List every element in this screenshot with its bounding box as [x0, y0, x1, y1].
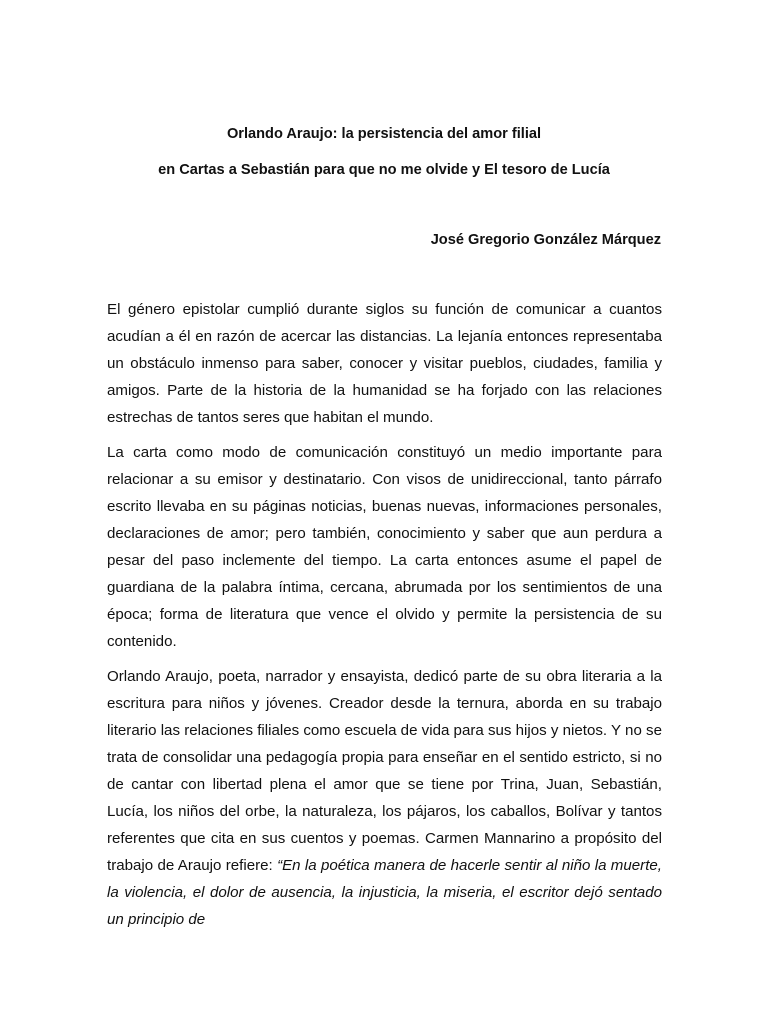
document-title-line-2: en Cartas a Sebastián para que no me olvide y El tesoro de Lucía — [158, 162, 610, 178]
document-body — [107, 296, 662, 941]
author-name: José Gregorio González Márquez — [430, 232, 661, 248]
paragraph-3 — [107, 663, 662, 933]
paragraph-3-text: Orlando Araujo, poeta, narrador y ensayista, dedicó parte de su obra literaria a la escritura para niños y jóvenes. Creador desde la ternura, aborda en su trabajo literario las relaciones filiales como escuela de vida para sus hijos y nietos. Y no se trata de consolidar una pedagogía propia para enseñar en el sentido estricto, si no de cantar con libertad plena el amor que se tiene por Trina, Juan, Sebastián, Lucía, los niños del orbe, la naturaleza, los pájaros, los caballos, Bolívar y tantos referentes que cita en sus cuentos y poemas. Carmen Mannarino a propósito del trabajo de Araujo refiere: — [107, 668, 662, 874]
paragraph-2: La carta como modo de comunicación constituyó un medio importante para relacionar a su emisor y destinatario. Con visos de unidireccional, tanto párrafo escrito llevaba en su páginas noticias, buenas nuevas, informaciones personales, declaraciones de amor; pero también, conocimiento y saber que aun perdura a pesar del paso inclemente del tiempo. La carta entonces asume el papel de guardiana de la palabra íntima, cercana, abrumada por los sentimientos de una época; forma de literatura que vence el olvido y permite la persistencia de su contenido. — [107, 444, 662, 650]
paragraph-3-quote: “En la poética manera de hacerle sentir al niño la muerte, la violencia, el dolor de ausencia, la injusticia, la miseria, el escritor dejó sentado un principio de — [107, 857, 662, 928]
document-title-line-1: Orlando Araujo: la persistencia del amor filial — [226, 126, 542, 142]
paragraph-1: El género epistolar cumplió durante siglos su función de comunicar a cuantos acudían a él en razón de acercar las distancias. La lejanía entonces representaba un obstáculo inmenso para saber, conocer y visitar pueblos, ciudades, familia y amigos. Parte de la historia de la humanidad se ha forjado con las relaciones estrechas de tantos seres que habitan el mundo. — [107, 301, 662, 426]
